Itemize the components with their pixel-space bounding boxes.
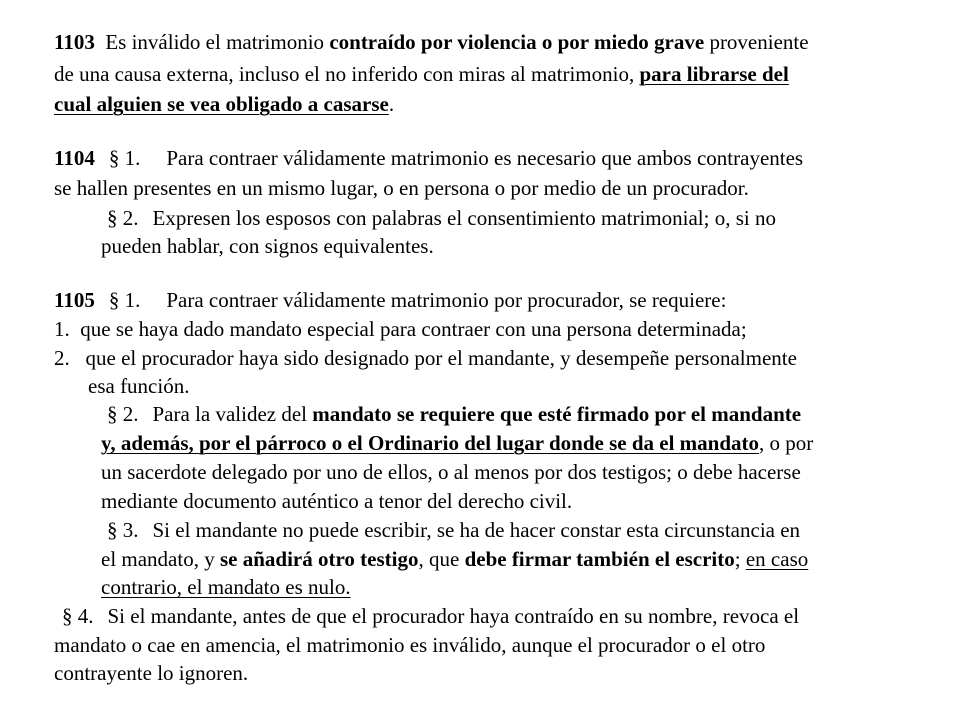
emphasis-escape: para librarse del <box>639 62 789 86</box>
emphasis-parish-priest: y, además, por el párroco o el Ordinario del lugar donde se da el mandato <box>101 431 760 455</box>
canon-1105-p3-line-1: § 3. Si el mandante no puede escribir, se ha de hacer constar esta circunstancia en <box>107 518 801 542</box>
emphasis-violence-fear: contraído por violencia o por miedo grave <box>329 30 705 54</box>
canon-1105-p2-line-4: mediante documento auténtico a tenor del derecho civil. <box>101 489 573 513</box>
canon-1104-line-2: se hallen presentes en un mismo lugar, o en persona o por medio de un procurador. <box>54 176 749 200</box>
canon-number-1104: 1104 <box>54 146 95 170</box>
canon-1104-line-1: 1104 § 1. Para contraer válidamente matrimonio es necesario que ambos contrayentes <box>54 146 804 170</box>
emphasis-another-witness: se añadirá otro testigo <box>219 547 419 571</box>
canon-1105-p2-line-3: un sacerdote delegado por uno de ellos, o al menos por dos testigos; o debe hacerse <box>101 460 801 484</box>
canon-1104-line-4: pueden hablar, con signos equivalentes. <box>101 234 434 258</box>
canon-1104-line-3: § 2. Expresen los esposos con palabras el consentimiento matrimonial; o, si no <box>107 206 776 230</box>
emphasis-signed-mandate: mandato se requiere que esté firmado por el mandante <box>312 402 802 426</box>
canon-1105-p4-line-2: mandato o cae en amencia, el matrimonio es inválido, aunque el procurador o el otro <box>54 633 766 657</box>
canon-1105-line-1: 1105 § 1. Para contraer válidamente matrimonio por procurador, se requiere: <box>54 288 727 312</box>
canon-1103-line-3: cual alguien se vea obligado a casarse. <box>54 92 395 116</box>
canon-1103-line-1: 1103 Es inválido el matrimonio contraído por violencia o por miedo grave proveniente <box>54 30 809 54</box>
canon-1105-p2-line-1: § 2. Para la validez del mandato se requiere que esté firmado por el mandante <box>107 402 802 426</box>
canon-1105-p3-line-3 <box>101 573 351 601</box>
emphasis-forced-marriage: cual alguien se vea obligado a casarse <box>54 92 389 116</box>
canon-1105-item-1: 1. que se haya dado mandato especial para contraer con una persona determinada; <box>54 317 747 341</box>
canon-1105-p2-line-2: y, además, por el párroco o el Ordinario del lugar donde se da el mandato, o por <box>101 431 814 455</box>
canon-1105-p3-line-2: el mandato, y se añadirá otro testigo, que debe firmar también el escrito; en caso <box>101 547 809 571</box>
canon-1103-line-2: de una causa externa, incluso el no inferido con miras al matrimonio, para librarse del <box>54 62 789 86</box>
canon-1105-p4-line-3: contrayente lo ignoren. <box>54 661 249 685</box>
emphasis-must-sign: debe firmar también el escrito <box>464 547 735 571</box>
canon-1105-p4-line-1: § 4. Si el mandante, antes de que el procurador haya contraído en su nombre, revoca el <box>62 604 800 628</box>
canon-1105-item-2-line-2: esa función. <box>88 374 190 398</box>
canon-number-1105: 1105 <box>54 288 95 312</box>
canon-1105-item-2-line-1: 2. que el procurador haya sido designado por el mandante, y desempeñe personalmente <box>54 346 797 370</box>
emphasis-otherwise: en caso <box>745 547 809 571</box>
emphasis-mandate-null: contrario, el mandato es nulo. <box>101 575 351 599</box>
canon-number-1103: 1103 <box>54 30 95 54</box>
